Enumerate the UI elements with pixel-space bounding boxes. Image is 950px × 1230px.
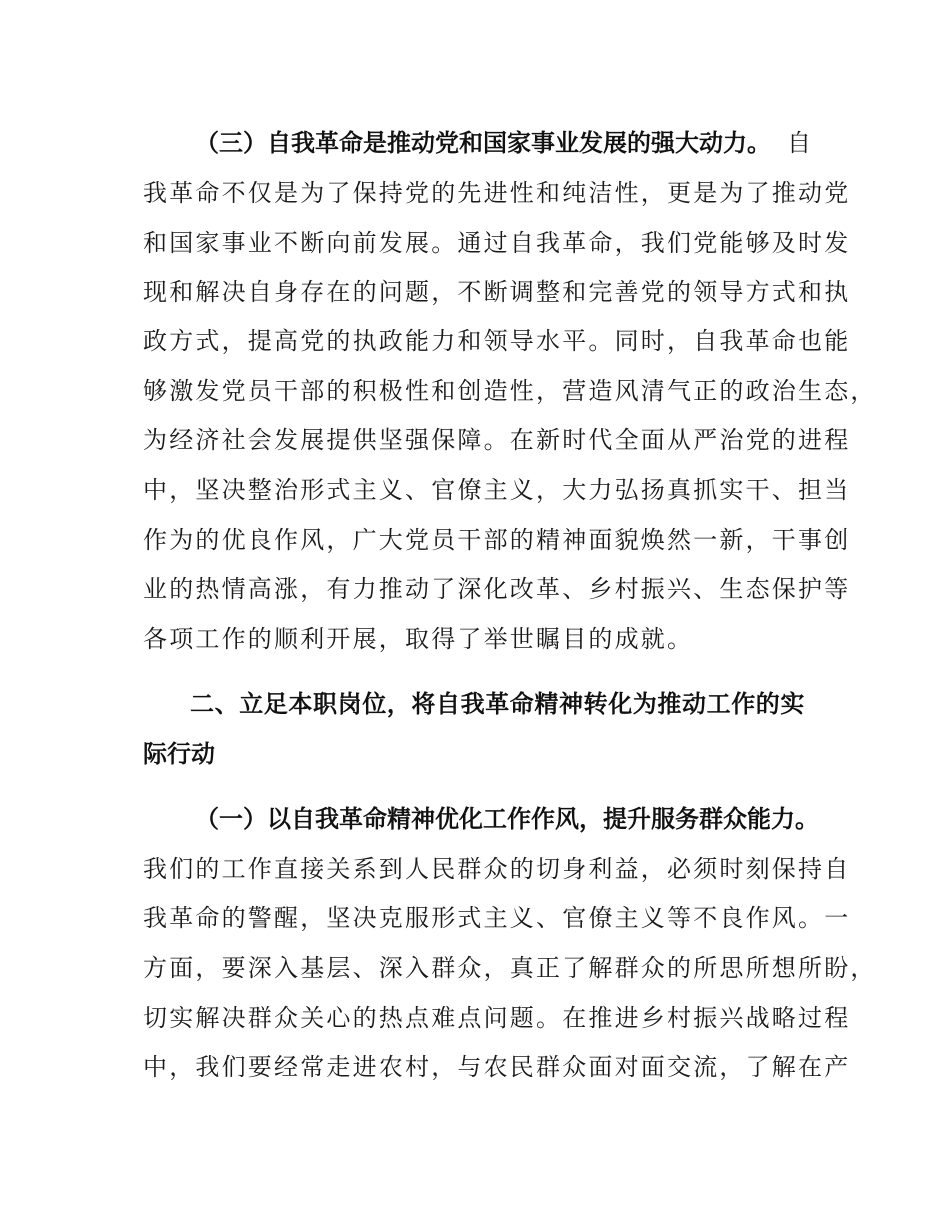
paragraph-line: 政方式，提高党的执政能力和领导水平。同时，自我革命也能: [143, 327, 851, 355]
paragraph-line: 作为的优良作风，广大党员干部的精神面貌焕然一新，干事创: [143, 526, 851, 554]
part-heading-2-continued: 际行动: [143, 740, 215, 768]
part-heading-2: 二、立足本职岗位，将自我革命精神转化为推动工作的实: [190, 690, 805, 718]
paragraph-line: 中，坚决整治形式主义、官僚主义，大力弘扬真抓实干、担当: [143, 476, 851, 504]
paragraph-line: 我革命的警醒，坚决克服形式主义、官僚主义等不良作风。一: [143, 904, 851, 932]
paragraph-line: 我们的工作直接关系到人民群众的切身利益，必须时刻保持自: [143, 855, 851, 883]
section-heading-3: （三）自我革命是推动党和国家事业发展的强大动力。: [195, 129, 771, 157]
paragraph-line: 自: [787, 129, 811, 157]
paragraph-line: 我革命不仅是为了保持党的先进性和纯洁性，更是为了推动党: [143, 179, 851, 207]
paragraph-line: 业的热情高涨，有力推动了深化改革、乡村振兴、生态保护等: [143, 575, 851, 603]
paragraph-line: 为经济社会发展提供坚强保障。在新时代全面从严治党的进程: [143, 426, 851, 454]
paragraph-line: 现和解决自身存在的问题，不断调整和完善党的领导方式和执: [143, 278, 851, 306]
paragraph-line: 切实解决群众关心的热点难点问题。在推进乡村振兴战略过程: [143, 1004, 851, 1032]
paragraph-line: 和国家事业不断向前发展。通过自我革命，我们党能够及时发: [143, 229, 851, 257]
paragraph-line: 各项工作的顺利开展，取得了举世瞩目的成就。: [143, 625, 694, 653]
paragraph-line: 够激发党员干部的积极性和创造性，营造风清气正的政治生态，: [143, 377, 877, 405]
paragraph-line: 方面，要深入基层、深入群众，真正了解群众的所思所想所盼，: [143, 954, 877, 982]
section-heading-1: （一）以自我革命精神优化工作作风，提升服务群众能力。: [195, 805, 819, 833]
paragraph-line: 中，我们要经常走进农村，与农民群众面对面交流，了解在产: [143, 1053, 851, 1081]
